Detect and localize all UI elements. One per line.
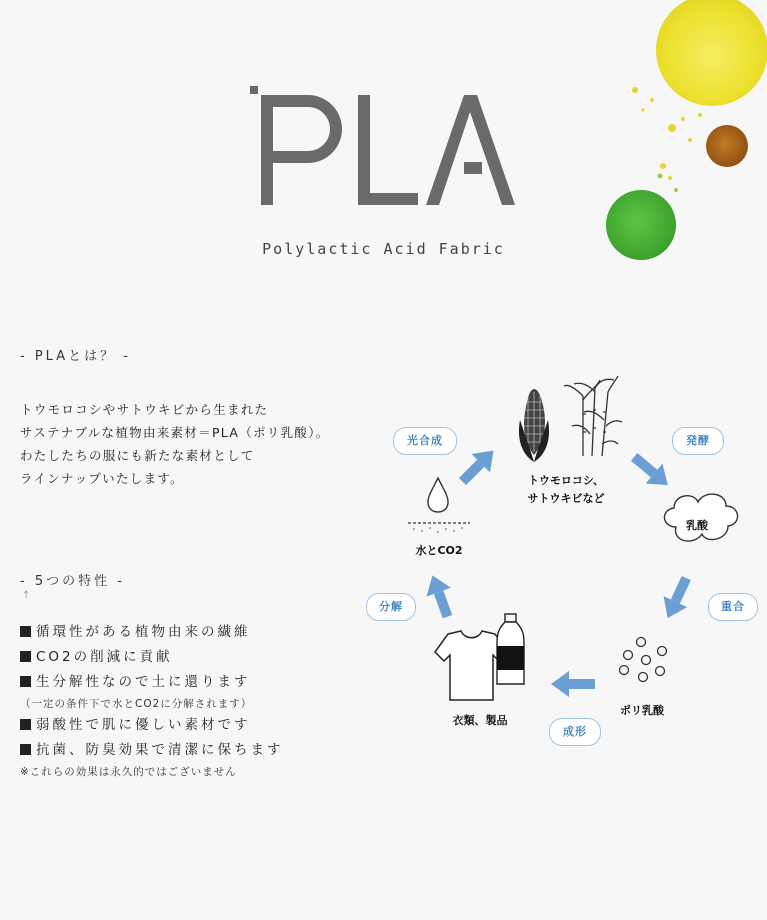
about-line: ラインナップいたします。: [20, 471, 184, 486]
arrow-products-to-water: [420, 571, 459, 621]
polylactic-dots-icon: [620, 638, 667, 682]
water-particles-icon: [413, 527, 463, 533]
arrow-lactic-to-polylactic: [656, 573, 698, 624]
water-co2-label: 水とCO2: [415, 544, 463, 557]
feature-item: 生分解性なので土に還ります: [20, 670, 284, 695]
bottle-icon: [497, 614, 524, 684]
sugarcane-icon: [564, 376, 622, 456]
plants-label: トウモロコシ、 サトウキビなど: [527, 474, 605, 505]
features-heading: - 5つの特性 -: [20, 574, 125, 589]
photosynthesis-pill: 光合成: [393, 427, 457, 455]
polymerization-pill: 重合: [708, 593, 758, 621]
feature-item: 循環性がある植物由来の繊維: [20, 620, 284, 645]
feature-item: 抗菌、防臭効果で清潔に保ちます: [20, 738, 284, 763]
footnote: ※これらの効果は永久的ではございません: [20, 766, 237, 778]
arrow-plants-to-lactic: [626, 447, 676, 495]
about-line: わたしたちの服にも新たな素材として: [20, 448, 255, 463]
products-label: 衣類、製品: [452, 714, 508, 727]
condition-note: （一定の条件下で水とCO2に分解されます）: [20, 698, 253, 710]
water-drop-icon: [428, 478, 448, 512]
about-line: サステナブルな植物由来素材＝PLA（ポリ乳酸）。: [20, 425, 330, 440]
arrow-polylactic-to-products: [551, 671, 595, 697]
logo-subtitle: Polylactic Acid Fabric: [262, 240, 505, 258]
feature-item: 弱酸性で肌に優しい素材です: [20, 713, 284, 738]
polylactic-label: ポリ乳酸: [620, 704, 664, 717]
feature-item: CO2の削減に貢献: [20, 645, 284, 670]
corn-icon: [519, 389, 549, 462]
fermentation-pill: 発酵: [672, 427, 724, 455]
about-line: トウモロコシやサトウキビから生まれた: [20, 402, 269, 417]
decomposition-pill: 分解: [366, 593, 416, 621]
up-arrow-mark: ↑: [22, 590, 31, 601]
about-heading: - PLAとは？ -: [20, 349, 131, 364]
arrow-water-to-plants: [453, 441, 502, 490]
molding-pill: 成形: [549, 718, 601, 746]
lactic-acid-label: 乳酸: [686, 519, 708, 532]
